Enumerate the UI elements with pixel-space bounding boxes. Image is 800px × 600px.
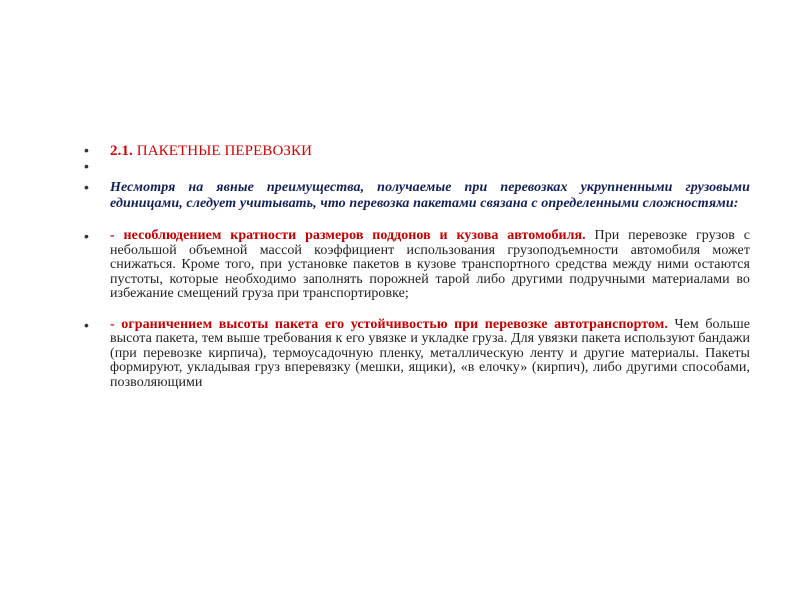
intro-paragraph: Несмотря на явные преимущества, получаемые при перевозках укрупненными грузовыми единицами, следует учитывать, что перевозка пакетами связана с определенными сложностями: [110, 180, 750, 211]
body-paragraph-2 [110, 318, 750, 391]
bullet-icon: • [84, 179, 89, 195]
title-item [84, 143, 750, 159]
bullet-icon: • [84, 316, 89, 333]
empty-line [110, 159, 750, 178]
paragraph-2-text: Чем больше высота пакета, тем выше требования к его увязке и укладке груза. Для увязки пакета используют бандажи (при перевозке кирпича), термоусадочную пленку, металлическую ленту и другие материалы. Пакеты формируют, укладывая груз вперевязку (мешки, ящики), «в елочку» (кирпич), либо другими способами, позволяющими [110, 316, 750, 390]
body-paragraph-1 [110, 229, 750, 302]
bullet-icon: • [84, 142, 89, 158]
paragraph-item-1 [84, 229, 750, 302]
section-title-text: ПАКЕТНЫЕ ПЕРЕВОЗКИ [136, 143, 313, 159]
section-number: 2.1. [110, 143, 133, 159]
section-title [110, 143, 750, 159]
empty-bullet-item [84, 159, 750, 178]
bullet-icon: • [84, 158, 89, 174]
intro-item [84, 180, 750, 212]
paragraph-item-2 [84, 318, 750, 391]
paragraph-2-lead: - ограничением высоты пакета его устойчивостью при перевозке автотранспортом. [110, 316, 668, 332]
paragraph-1-lead: - несоблюдением кратности размеров поддонов и кузова автомобиля. [110, 228, 586, 243]
slide-content [84, 143, 750, 390]
paragraph-1-text: При перевозке грузов с небольшой объемной массой коэффициент использования грузоподъемности автомобиля может снижаться. Кроме того, при установке пакетов в кузове транспортного средства между ними остаются пустоты, которые необходимо заполнять порожней тарой либо другими подручными материалами во избежание смещений груза при транспортировке; [110, 228, 750, 301]
bullet-icon: • [84, 228, 89, 244]
